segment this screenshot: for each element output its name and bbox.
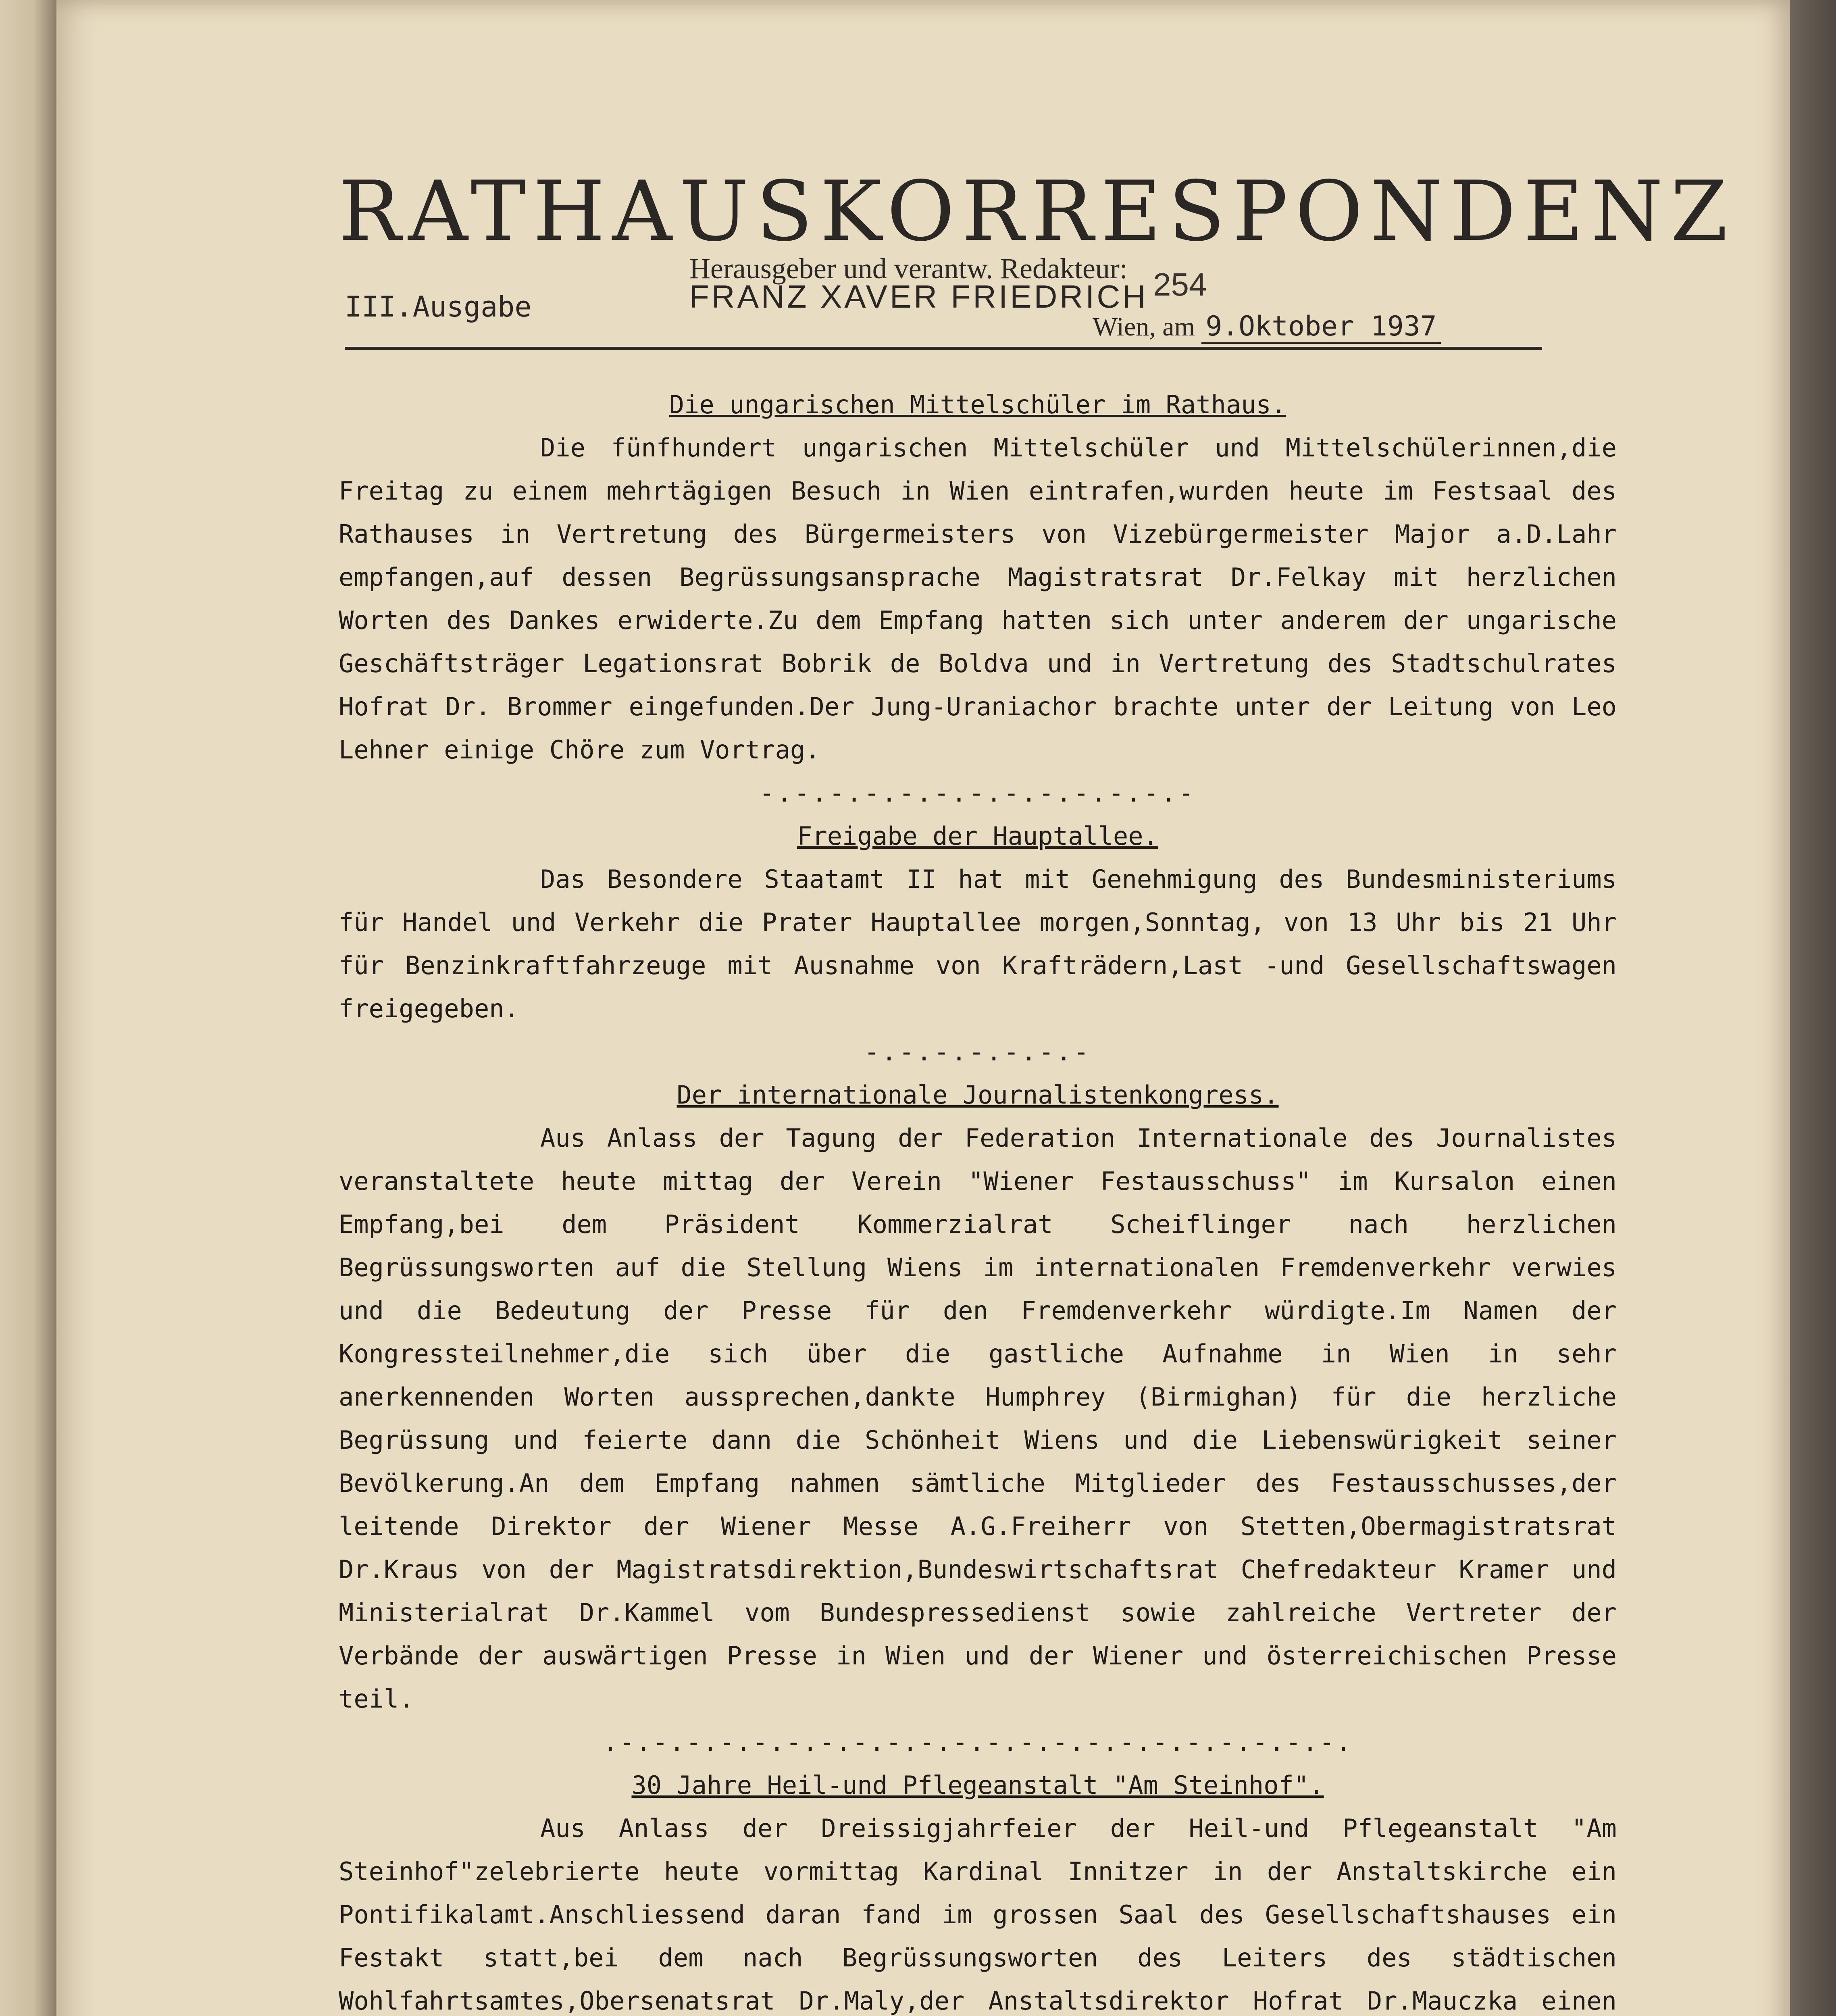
section-divider: .-.-.-.-.-.-.-.-.-.-.-.-.-.-.-.-.-.-.-.-.-.-. <box>603 1727 1353 1757</box>
adjacent-page-edge <box>0 0 56 2016</box>
article-title: Der internationale Journalistenkongress. <box>677 1080 1279 1110</box>
document-body <box>339 383 1617 2016</box>
dateline <box>1093 310 1441 342</box>
date-prefix: Wien, am <box>1093 312 1195 342</box>
editor-label: Herausgeber und verantw. Redakteur: <box>689 252 1128 285</box>
header-rule <box>345 347 1542 350</box>
date-value: 9.Oktober 1937 <box>1201 310 1440 344</box>
section-divider: -.-.-.-.-.-.- <box>864 1037 1091 1066</box>
article-text: Aus Anlass der Dreissigjahrfeier der Heil-und Pflegeanstalt "Am Steinhof"zelebrierte heute vormittag Kardinal Innitzer in der Anstaltskirche ein Pontifikalamt.Anschliessend daran fand im grossen Saal des Gesellschaftshauses ein Festakt statt,bei dem nach Begrüssungsworten des Leiters des städtischen Wohlfahrtsamtes,Obersenatsrat Dr.Maly,der Anstaltsdirektor Hofrat Dr.Mauczka einen <box>339 1814 1617 2016</box>
article-title: 30 Jahre Heil-und Pflegeanstalt "Am Steinhof". <box>631 1770 1324 1800</box>
masthead <box>56 0 1790 363</box>
article-text: Die fünfhundert ungarischen Mittelschüler und Mittelschülerinnen,die Freitag zu einem mehrtägigen Besuch in Wien eintrafen,wurden heute im Festsaal des Rathauses in Vertretung des Bürgermeisters von Vizebürgermeister Major a.D.Lahr empfangen,auf dessen Begrüssungsansprache Magistratsrat Dr.Felkay mit herzlichen Worten des Dankes erwiderte.Zu dem Empfang hatten sich unter anderem der ungarische Geschäftsträger Legationsrat Bobrik de Boldva und in Vertretung des Stadtschulrates Hofrat Dr. Brommer eingefunden.Der Jung-Uraniachor brachte unter der Leitung von Leo Lehner einige Chöre zum Vortrag. <box>339 433 1617 764</box>
edition-label: III.Ausgabe <box>345 290 532 323</box>
masthead-title: RATHAUSKORRESPONDENZ <box>339 164 1735 260</box>
binder-background <box>1790 0 1836 2016</box>
document-page <box>56 0 1790 2016</box>
article-title: Die ungarischen Mittelschüler im Rathaus. <box>669 390 1286 419</box>
page-number: 254 <box>1153 267 1207 302</box>
editor-name: FRANZ XAVER FRIEDRICH <box>689 279 1148 314</box>
article-title: Freigabe der Hauptallee. <box>797 821 1158 851</box>
section-divider: -.-.-.-.-.-.-.-.-.-.-.-.- <box>759 778 1196 808</box>
article-text: Das Besondere Staatamt II hat mit Genehmigung des Bundesministeriums für Handel und Verkehr die Prater Hauptallee morgen,Sonntag, von 13 Uhr bis 21 Uhr für Benzinkraftfahrzeuge mit Ausnahme von Krafträdern,Last -und Gesellschaftswagen freigegeben. <box>339 864 1617 1023</box>
article-text: Aus Anlass der Tagung der Federation Internationale des Journalistes veranstaltete heute mittag der Verein "Wiener Festausschuss" im Kursalon einen Empfang,bei dem Präsident Kommerzialrat Scheiflinger nach herzlichen Begrüssungsworten auf die Stellung Wiens im internationalen Fremdenverkehr verwies und die Bedeutung der Presse für den Fremdenverkehr würdigte.Im Namen der Kongressteilnehmer,die sich über die gastliche Aufnahme in Wien in sehr anerkennenden Worten aussprechen,dankte Humphrey (Birmighan) für die herzliche Begrüssung und feierte dann die Schönheit Wiens und die Liebenswürigkeit seiner Bevölkerung.An dem Empfang nahmen sämtliche Mitglieder des Festausschusses,der leitende Direktor der Wiener Messe A.G.Freiherr von Stetten,Obermagistratsrat Dr.Kraus von der Magistratsdirektion,Bundeswirtschaftsrat Chefredakteur Kramer und Ministerialrat Dr.Kammel vom Bundespressedienst sowie zahlreiche Vertreter der Verbände der auswärtigen Presse in Wien und der Wiener und österreichischen Presse teil. <box>339 1123 1617 1714</box>
